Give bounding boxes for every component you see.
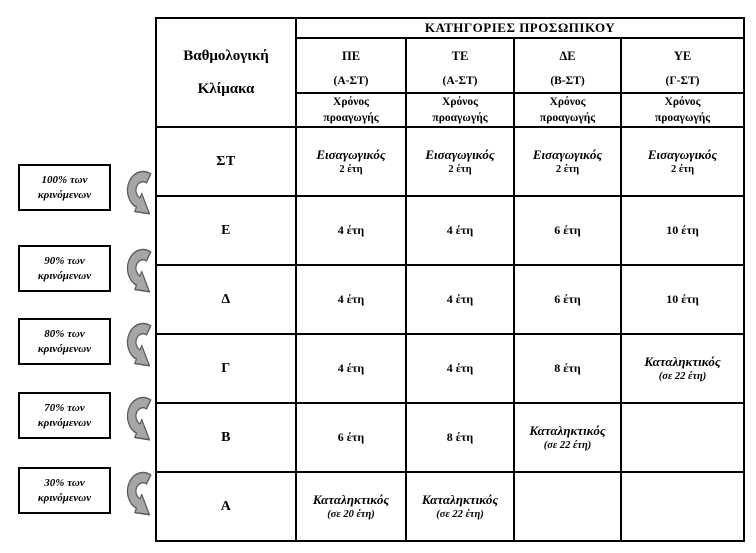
value-cell: Εισαγωγικός 2 έτη bbox=[514, 127, 621, 196]
time-label-line: προαγωγής bbox=[323, 112, 379, 124]
column-header-te bbox=[406, 38, 514, 93]
column-header-ye bbox=[621, 38, 744, 93]
column-range: (Α-ΣΤ) bbox=[333, 75, 369, 87]
note-line: κρινόμενων bbox=[37, 491, 92, 504]
value-cell: 4 έτη bbox=[296, 334, 406, 403]
note-line: κρινόμενων bbox=[37, 416, 92, 429]
value-cell bbox=[514, 472, 621, 541]
categories-header-cell: ΚΑΤΗΓΟΡΙΕΣ ΠΡΟΣΩΠΙΚΟΥ bbox=[296, 18, 744, 38]
grade-cell-d: Δ bbox=[156, 265, 296, 334]
curved-arrow-icon bbox=[124, 160, 154, 218]
note-line: 90% των bbox=[44, 254, 85, 267]
note-70-percent bbox=[18, 392, 111, 439]
value-cell: Εισαγωγικός 2 έτη bbox=[406, 127, 514, 196]
value-cell: 6 έτη bbox=[514, 196, 621, 265]
value-cell: Καταληκτικός (σε 22 έτη) bbox=[514, 403, 621, 472]
scale-title-line: Κλίμακα bbox=[197, 80, 255, 97]
value-cell: 8 έτη bbox=[514, 334, 621, 403]
column-header-de bbox=[514, 38, 621, 93]
value-cell bbox=[621, 472, 744, 541]
column-range: (Β-ΣΤ) bbox=[550, 75, 585, 87]
curved-arrow-icon bbox=[124, 312, 154, 370]
value-cell: 6 έτη bbox=[514, 265, 621, 334]
column-range: (Α-ΣΤ) bbox=[442, 75, 478, 87]
note-line: 100% των bbox=[41, 173, 88, 186]
value-cell: 4 έτη bbox=[406, 265, 514, 334]
column-code: ΔΕ bbox=[559, 49, 576, 63]
value-cell: Καταληκτικός (σε 22 έτη) bbox=[406, 472, 514, 541]
curved-arrow-icon bbox=[124, 461, 154, 519]
grade-cell-e: Ε bbox=[156, 196, 296, 265]
value-cell: 10 έτη bbox=[621, 196, 744, 265]
time-label-line: Χρόνος bbox=[333, 96, 369, 108]
curved-arrow-icon bbox=[124, 238, 154, 296]
time-label-line: Χρόνος bbox=[664, 96, 701, 108]
column-subheader-te bbox=[406, 93, 514, 127]
value-cell: 4 έτη bbox=[406, 196, 514, 265]
note-line: 70% των bbox=[44, 401, 85, 414]
value-cell: Καταληκτικός (σε 20 έτη) bbox=[296, 472, 406, 541]
column-subheader-pe bbox=[296, 93, 406, 127]
value-cell: 4 έτη bbox=[406, 334, 514, 403]
grade-cell-a: Α bbox=[156, 472, 296, 541]
value-cell bbox=[621, 403, 744, 472]
time-label-line: προαγωγής bbox=[654, 112, 711, 124]
note-90-percent bbox=[18, 245, 111, 292]
value-cell: 10 έτη bbox=[621, 265, 744, 334]
note-line: κρινόμενων bbox=[37, 342, 92, 355]
column-range: (Γ-ΣΤ) bbox=[665, 75, 700, 87]
column-code: ΥΕ bbox=[673, 49, 692, 63]
scale-header-cell bbox=[156, 18, 296, 127]
note-line: 30% των bbox=[44, 476, 85, 489]
note-100-percent bbox=[18, 164, 111, 211]
note-line: κρινόμενων bbox=[37, 188, 92, 201]
value-cell: Εισαγωγικός 2 έτη bbox=[296, 127, 406, 196]
grade-cell-g: Γ bbox=[156, 334, 296, 403]
value-cell: 6 έτη bbox=[296, 403, 406, 472]
time-label-line: Χρόνος bbox=[442, 96, 478, 108]
time-label-line: Χρόνος bbox=[549, 96, 586, 108]
time-label-line: προαγωγής bbox=[432, 112, 488, 124]
column-header-pe bbox=[296, 38, 406, 93]
note-80-percent bbox=[18, 318, 111, 365]
column-code: ΠΕ bbox=[341, 49, 361, 63]
scale-title-line: Βαθμολογική bbox=[183, 47, 269, 64]
value-cell: 4 έτη bbox=[296, 196, 406, 265]
column-subheader-de bbox=[514, 93, 621, 127]
note-line: 80% των bbox=[44, 327, 85, 340]
column-subheader-ye bbox=[621, 93, 744, 127]
value-cell: 8 έτη bbox=[406, 403, 514, 472]
value-cell: Καταληκτικός (σε 22 έτη) bbox=[621, 334, 744, 403]
column-code: ΤΕ bbox=[451, 49, 469, 63]
promotion-table bbox=[155, 17, 745, 542]
grade-cell-b: Β bbox=[156, 403, 296, 472]
note-line: κρινόμενων bbox=[37, 269, 92, 282]
value-cell: 4 έτη bbox=[296, 265, 406, 334]
note-30-percent bbox=[18, 467, 111, 514]
grade-cell-st: ΣΤ bbox=[156, 127, 296, 196]
value-cell: Εισαγωγικός 2 έτη bbox=[621, 127, 744, 196]
curved-arrow-icon bbox=[124, 386, 154, 444]
time-label-line: προαγωγής bbox=[539, 112, 596, 124]
